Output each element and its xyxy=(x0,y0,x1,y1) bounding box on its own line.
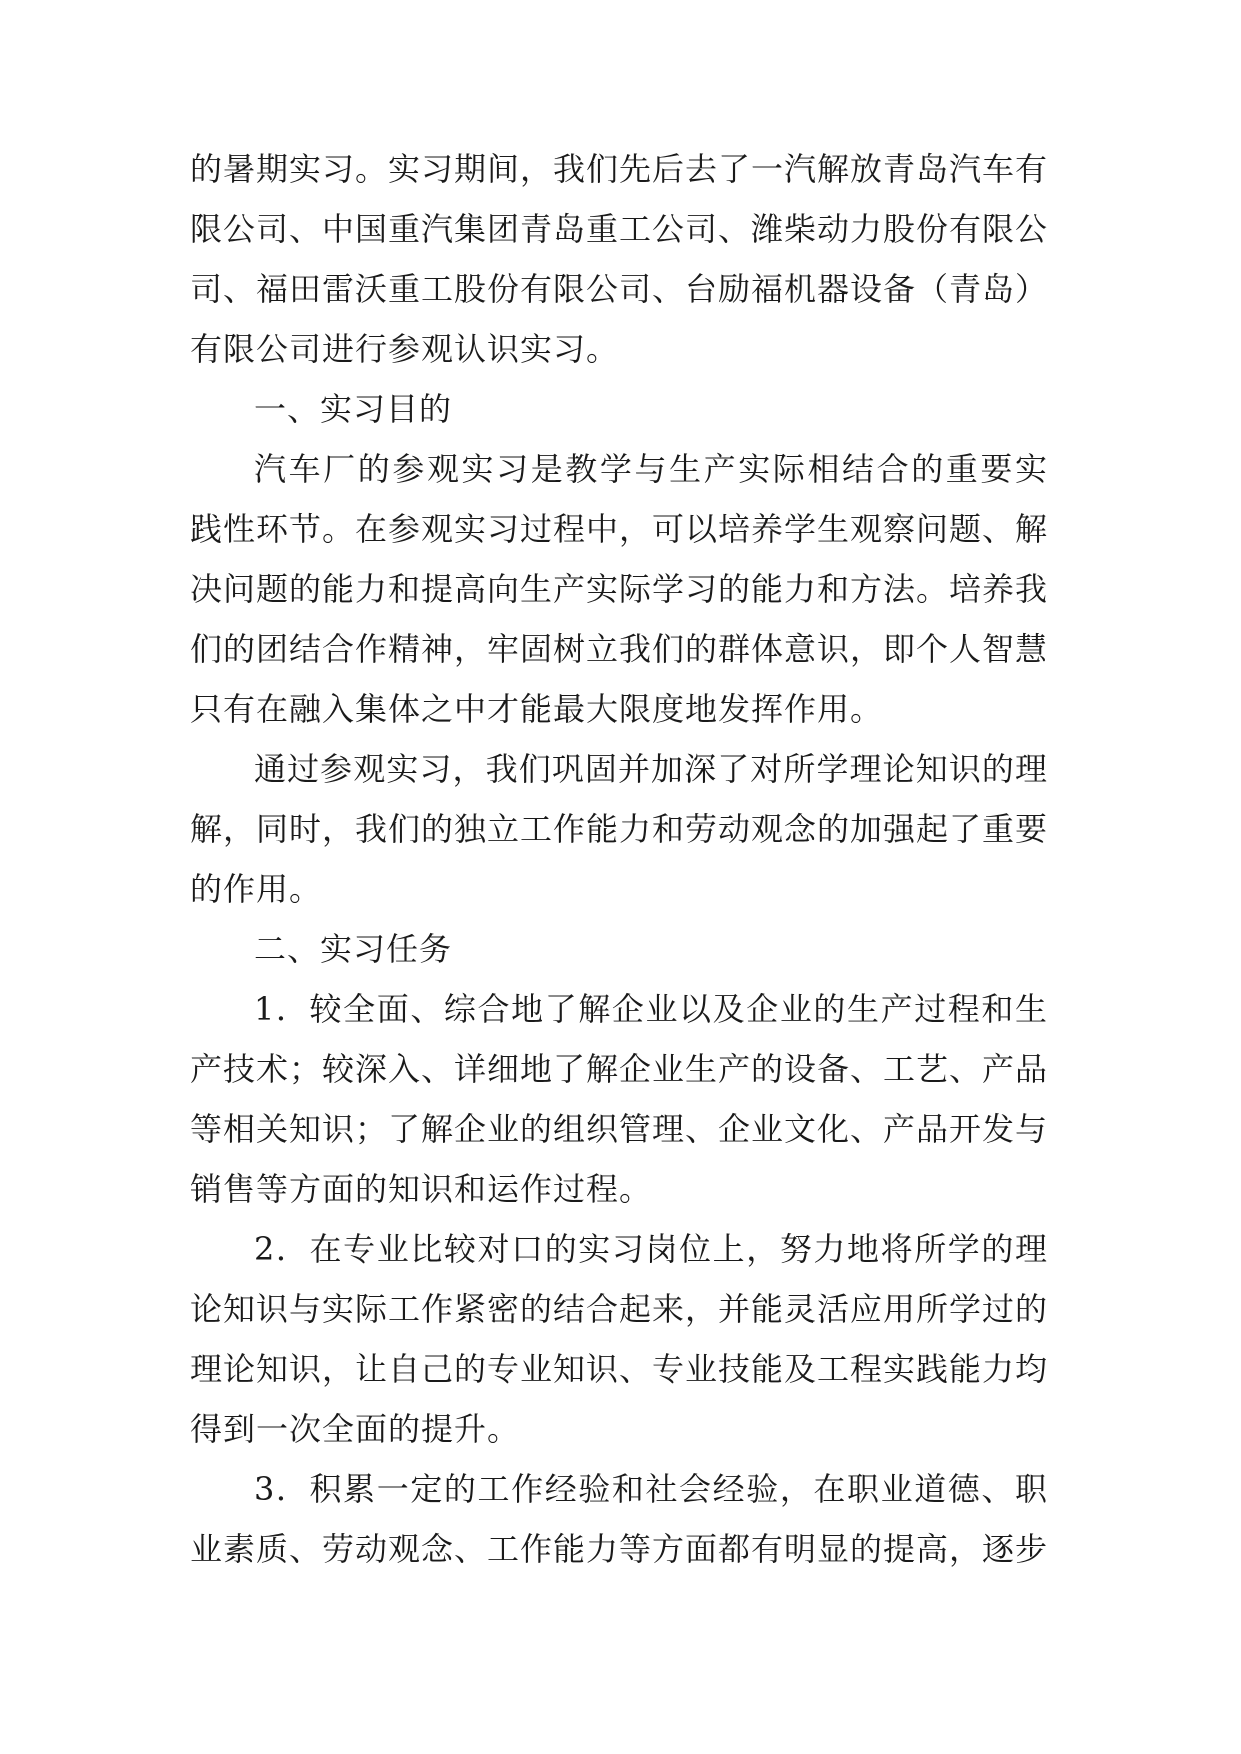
text-line: 的暑期实习。实习期间，我们先后去了一汽解放青岛汽车有 xyxy=(190,150,1049,188)
text-line: 1．较全面、综合地了解企业以及企业的生产过程和生 xyxy=(254,990,1048,1028)
text-line: 有限公司进行参观认识实习。 xyxy=(190,330,620,368)
section-heading: 二、实习任务 xyxy=(254,930,453,968)
text-line: 产技术；较深入、详细地了解企业生产的设备、工艺、产品 xyxy=(190,1050,1049,1088)
text-line: 得到一次全面的提升。 xyxy=(190,1410,521,1448)
text-line: 们的团结合作精神，牢固树立我们的群体意识，即个人智慧 xyxy=(190,630,1049,668)
text-line: 限公司、中国重汽集团青岛重工公司、潍柴动力股份有限公 xyxy=(190,210,1049,248)
section-heading: 一、实习目的 xyxy=(254,390,453,428)
text-line: 只有在融入集体之中才能最大限度地发挥作用。 xyxy=(190,690,884,728)
text-line: 理论知识，让自己的专业知识、专业技能及工程实践能力均 xyxy=(190,1350,1049,1388)
text-line: 司、福田雷沃重工股份有限公司、台励福机器设备（青岛） xyxy=(190,270,1049,308)
text-line: 论知识与实际工作紧密的结合起来，并能灵活应用所学过的 xyxy=(190,1290,1049,1328)
text-line: 的作用。 xyxy=(190,870,323,908)
text-line: 等相关知识；了解企业的组织管理、企业文化、产品开发与 xyxy=(190,1110,1049,1148)
text-line: 践性环节。在参观实习过程中，可以培养学生观察问题、解 xyxy=(190,510,1049,548)
text-line: 2．在专业比较对口的实习岗位上，努力地将所学的理 xyxy=(254,1230,1048,1268)
text-line: 决问题的能力和提高向生产实际学习的能力和方法。培养我 xyxy=(190,570,1049,608)
text-line: 3．积累一定的工作经验和社会经验，在职业道德、职 xyxy=(254,1470,1048,1508)
text-line: 业素质、劳动观念、工作能力等方面都有明显的提高，逐步 xyxy=(190,1530,1049,1568)
text-line: 解，同时，我们的独立工作能力和劳动观念的加强起了重要 xyxy=(190,810,1049,848)
text-line: 通过参观实习，我们巩固并加深了对所学理论知识的理 xyxy=(254,750,1048,788)
text-line: 销售等方面的知识和运作过程。 xyxy=(190,1170,653,1208)
text-line: 汽车厂的参观实习是教学与生产实际相结合的重要实 xyxy=(254,450,1048,488)
